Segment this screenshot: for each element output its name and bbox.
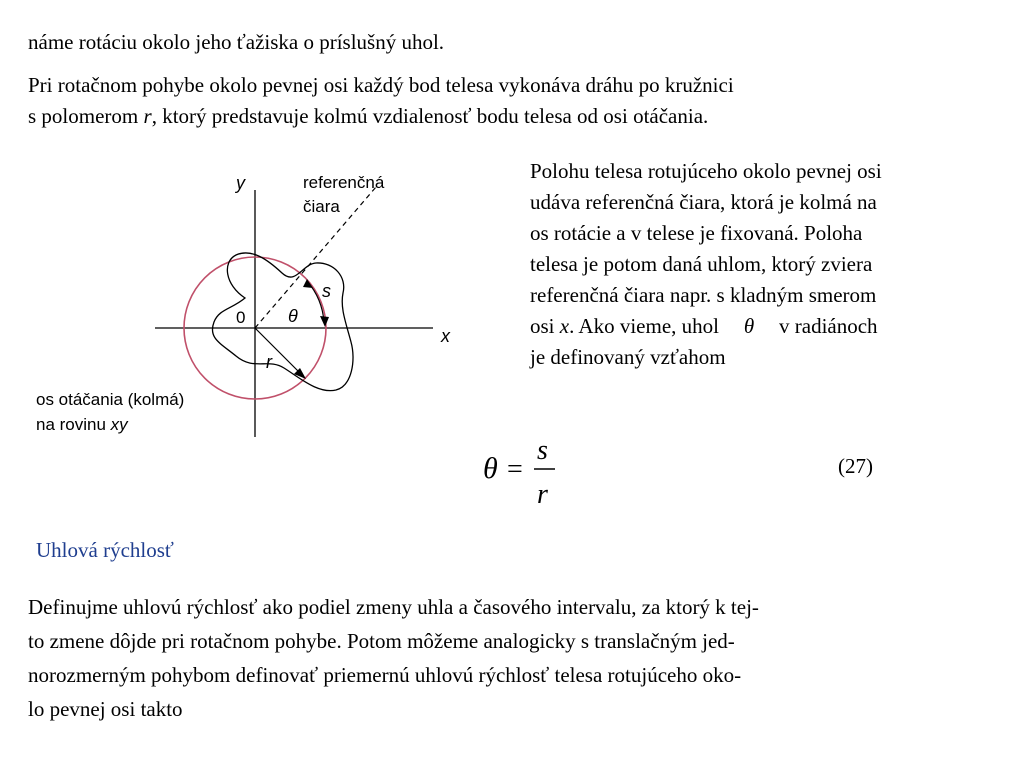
equation-denominator: r [537, 479, 548, 510]
radius-r-label: r [266, 352, 272, 372]
text-fragment: s polomerom [28, 104, 144, 128]
text-fragment: osi [530, 314, 560, 338]
theta-label: θ [288, 306, 298, 326]
text-fragment: . Ako vieme, uhol [569, 314, 719, 338]
rotation-axis-label: os otáčania (kolmá) [36, 390, 185, 409]
equation-lhs-theta: θ [483, 452, 498, 485]
reference-line-label: referenčná [303, 173, 385, 192]
equation-numerator: s [537, 435, 548, 466]
paragraph-line [530, 311, 882, 342]
paragraph-angular-velocity [28, 590, 759, 726]
rigid-body-outline [212, 253, 353, 391]
paragraph-line: to zmene dôjde pri rotačnom pohybe. Potom môžeme analogicky s translačným jed- [28, 629, 735, 653]
text-fragment: , ktorý predstavuje kolmú vzdialenosť bodu telesa od osi otáčania. [151, 104, 709, 128]
paragraph-line: norozmerným pohybom definovať priemernú uhlovú rýchlosť telesa rotujúceho oko- [28, 663, 742, 687]
origin-label: 0 [236, 308, 246, 327]
equation-number: (27) [838, 454, 873, 478]
arc-s-arrowhead-bottom [320, 316, 329, 327]
intro-line: náme rotáciu okolo jeho ťažiska o príslušný uhol. [28, 30, 445, 54]
equation-equals: = [507, 454, 523, 485]
paragraph-line: Polohu telesa rotujúceho okolo pevnej osi [530, 159, 882, 183]
arc-s-label: s [322, 281, 331, 301]
section-heading: Uhlová rýchlosť [36, 538, 174, 562]
text-fragment: v radiánoch [779, 314, 878, 338]
text-fragment: na rovinu [36, 415, 111, 434]
paragraph-line: Definujme uhlovú rýchlosť ako podiel zmeny uhla a časového intervalu, za ktorý k tej- [28, 595, 759, 619]
paragraph-line: referenčná čiara napr. s kladným smerom [530, 283, 877, 307]
paragraph-line: Pri rotačnom pohybe okolo pevnej osi každý bod telesa vykonáva dráhu po kružnici [28, 73, 734, 97]
y-axis-label: y [236, 173, 245, 193]
variable-r: r [143, 104, 152, 128]
rotation-axis-label [36, 415, 129, 434]
variable-xy: xy [110, 415, 128, 434]
paragraph-line: os rotácie a v telese je fixovaná. Poloha [530, 221, 863, 245]
paragraph-line: telesa je potom daná uhlom, ktorý zviera [530, 252, 873, 276]
paragraph-reference-line [530, 156, 882, 373]
radius-arrow [255, 328, 302, 375]
paragraph-line: udáva referenčná čiara, ktorá je kolmá na [530, 190, 877, 214]
reference-line-label: čiara [303, 197, 340, 216]
theta-symbol: θ [743, 314, 755, 338]
variable-x: x [559, 314, 570, 338]
x-axis-label: x [441, 326, 450, 346]
radius-arrowhead [294, 368, 306, 379]
paragraph-line: je definovaný vzťahom [530, 345, 726, 369]
paragraph-line: lo pevnej osi takto [28, 697, 183, 721]
